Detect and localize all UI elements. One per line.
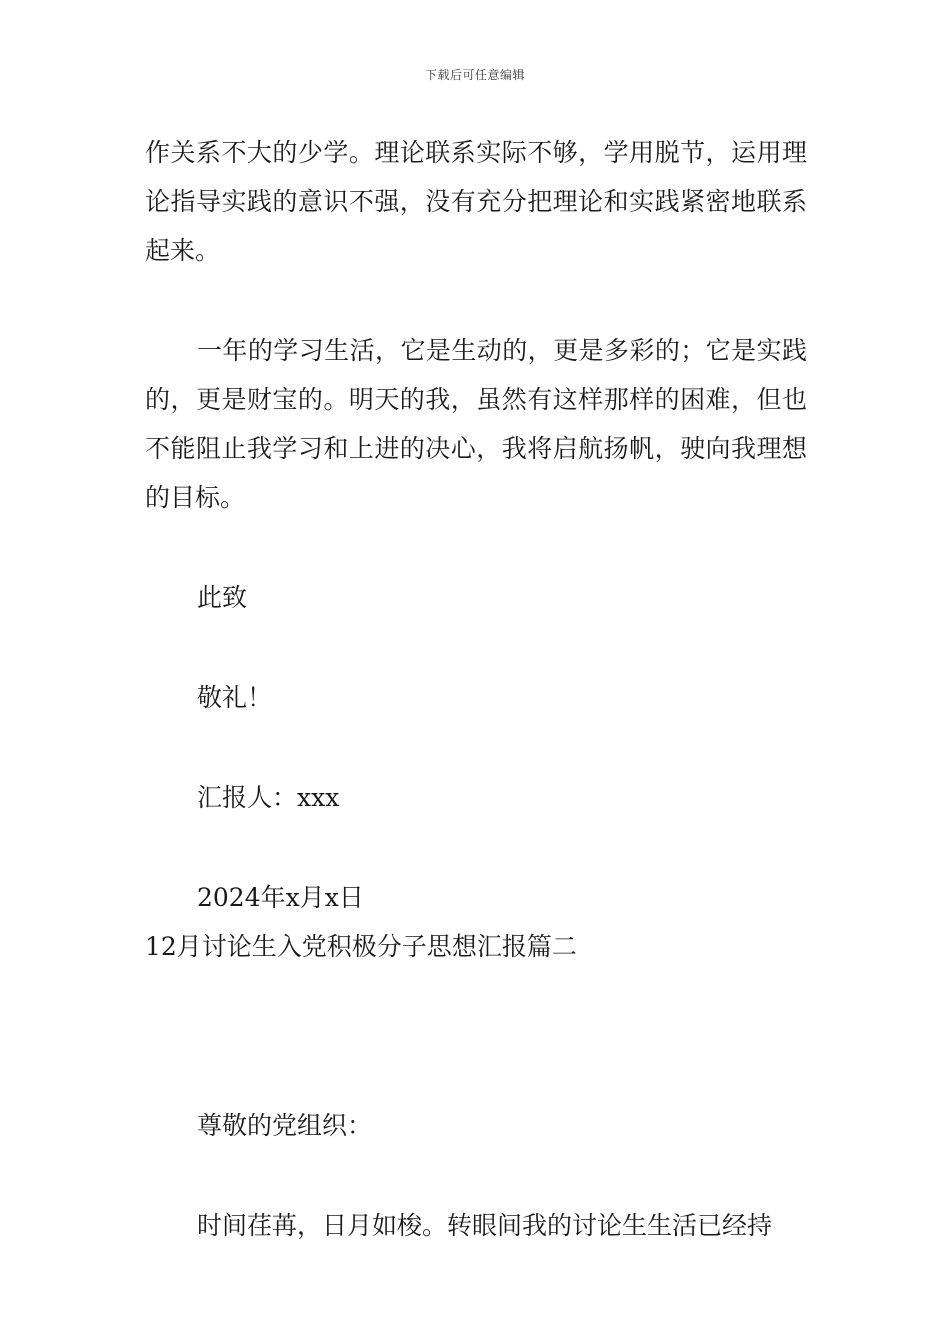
closing-line-1: 此致 xyxy=(197,583,248,612)
reporter-line: 汇报人：xxx xyxy=(197,783,340,812)
paragraph-reflection: 一年的学习生活，它是生动的，更是多彩的；它是实践的，更是财宝的。明天的我，虽然有这样那样的困难，但也不能阻止我学习和上进的决心，我将启航扬帆，驶向我理想的目标。 xyxy=(145,336,807,512)
document-body xyxy=(145,128,807,1250)
salutation-line: 尊敬的党组织： xyxy=(197,1111,373,1140)
page-header-note: 下载后可任意编辑 xyxy=(424,68,525,82)
section-title: 12月讨论生入党积极分子思想汇报篇二 xyxy=(145,932,577,961)
closing-line-2: 敬礼！ xyxy=(197,683,273,712)
paragraph-continuation: 作关系不大的少学。理论联系实际不够，学用脱节，运用理论指导实践的意识不强，没有充分把理论和实践紧密地联系起来。 xyxy=(145,138,807,265)
date-line: 2024年x月x日 xyxy=(197,883,364,912)
paragraph-opening: 时间荏苒，日月如梭。转眼间我的讨论生生活已经持 xyxy=(197,1211,773,1240)
